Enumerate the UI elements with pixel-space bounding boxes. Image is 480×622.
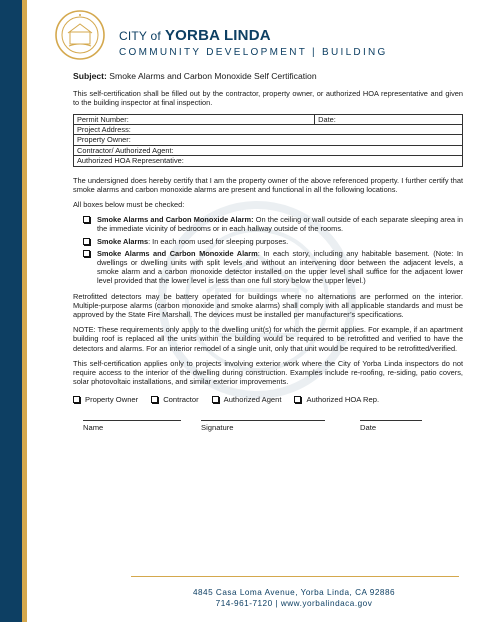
- name-signature-field[interactable]: [83, 420, 181, 432]
- applies-paragraph: This self-certification applies only to projects involving exterior work where the City of Yorba Linda inspectors do not require access to the interior of the dwelling during construction. Examples include re-roofing, re-siding, patio covers, solar photovoltaic installations, and similar exterior improvements.: [73, 358, 463, 387]
- check-title: Smoke Alarms: [97, 236, 149, 246]
- checkbox[interactable]: [83, 216, 90, 223]
- department-name: COMMUNITY DEVELOPMENT | BUILDING: [119, 47, 388, 58]
- signature-label: Signature: [201, 422, 234, 432]
- role-label: Authorized Agent: [223, 394, 282, 404]
- name-label: Name: [83, 422, 104, 432]
- check-description: : In each story, including any habitable basement. (Note: In dwellings or dwelling units with split levels and without an intervening door between the adjacent levels, a smoke alarm and a carbon monoxide detector installed on the upper level shall suffice for the adjacent lower level provided that the lower level is less than one full story below the upper level.): [97, 248, 463, 286]
- info-table: [73, 114, 463, 167]
- footer: [144, 587, 444, 609]
- checkbox[interactable]: [294, 396, 301, 403]
- checkbox[interactable]: [83, 250, 90, 257]
- contractor-agent-field[interactable]: Contractor/ Authorized Agent:: [74, 145, 463, 155]
- date-label: Date: [360, 422, 377, 432]
- intro-paragraph: This self-certification shall be filled out by the contractor, property owner, or authorized HOA representative and given to the building inspector at final inspection.: [73, 89, 463, 108]
- signature-block: [73, 420, 463, 440]
- footer-divider: [131, 576, 459, 577]
- city-name: YORBA LINDA: [164, 27, 271, 44]
- document-body: [73, 72, 463, 440]
- city-of-text: CITY of: [119, 29, 161, 43]
- check-title: Smoke Alarms and Carbon Monoxide Alarm:: [97, 215, 254, 225]
- check-description: On the ceiling or wall outside of each separate sleeping area in the immediate vicinity of bedrooms or in each hallway outside of the rooms.: [97, 215, 463, 234]
- footer-address: 4845 Casa Loma Avenue, Yorba Linda, CA 92886: [192, 588, 396, 597]
- property-owner-field[interactable]: Property Owner:: [74, 135, 463, 145]
- subject-label: Subject:: [73, 71, 107, 81]
- check-text: [97, 215, 463, 233]
- subject-text: Smoke Alarms and Carbon Monoxide Self Certification: [109, 71, 317, 81]
- certify-paragraph: The undersigned does hereby certify that I am the property owner of the above referenced property. I further certify that smoke alarms and carbon monoxide alarms are present and functional in all the following locations.: [73, 175, 463, 194]
- role-contractor[interactable]: [151, 395, 198, 404]
- check-title: Smoke Alarms and Carbon Monoxide Alarm: [97, 248, 258, 258]
- project-address-field[interactable]: Project Address:: [74, 125, 463, 135]
- checkbox[interactable]: [212, 396, 219, 403]
- alarm-checklist: [83, 215, 463, 285]
- checkbox[interactable]: [151, 396, 158, 403]
- list-item: [83, 237, 463, 246]
- role-property-owner[interactable]: [73, 395, 138, 404]
- document-page: [37, 0, 473, 622]
- list-item: [83, 215, 463, 233]
- checkbox[interactable]: [73, 396, 80, 403]
- retrofit-paragraph: Retrofitted detectors may be battery operated for buildings where no alternations are performed on the interior. Multiple-purpose alarms (carbon monoxide and smoke alarms) shall comply with all applicable standards and must be approved by the State Fire Marshall. The devices must be installed per manufacturer’s specifications.: [73, 291, 463, 320]
- check-text: [97, 249, 463, 286]
- list-item: [83, 249, 463, 286]
- city-title: [119, 27, 388, 44]
- role-label: Property Owner: [85, 394, 139, 404]
- check-description: : In each room used for sleeping purposes.: [148, 236, 289, 246]
- date-field[interactable]: Date:: [315, 114, 463, 124]
- role-authorized-agent[interactable]: [212, 395, 282, 404]
- note-paragraph: NOTE: These requirements only apply to the dwelling unit(s) for which the permit applies. For example, if an apartment building roof is replaced all the units within the building would be required to be retrofitted and verified to have the detectors and alarms. For an interior remodel of a single unit, only that unit would be required to be retrofitted/verified.: [73, 325, 463, 353]
- left-gold-stripe: [22, 0, 27, 622]
- role-label: Authorized HOA Rep.: [306, 394, 380, 404]
- check-text: [97, 237, 463, 246]
- footer-contact: 714-961-7120 | www.yorbalindaca.gov: [215, 599, 373, 608]
- role-options: [73, 395, 463, 404]
- city-seal-logo: [55, 10, 105, 60]
- role-label: Contractor: [163, 394, 199, 404]
- checkbox[interactable]: [83, 238, 90, 245]
- date-signature-field[interactable]: [360, 420, 422, 432]
- signature-field[interactable]: [201, 420, 325, 432]
- checked-intro: All boxes below must be checked:: [73, 200, 185, 210]
- permit-number-field[interactable]: Permit Number:: [74, 114, 315, 124]
- left-navy-stripe: [0, 0, 22, 622]
- role-hoa-rep[interactable]: [294, 395, 379, 404]
- hoa-representative-field[interactable]: Authorized HOA Representative:: [74, 156, 463, 166]
- subject-line: [73, 72, 463, 81]
- city-brand: [119, 27, 388, 58]
